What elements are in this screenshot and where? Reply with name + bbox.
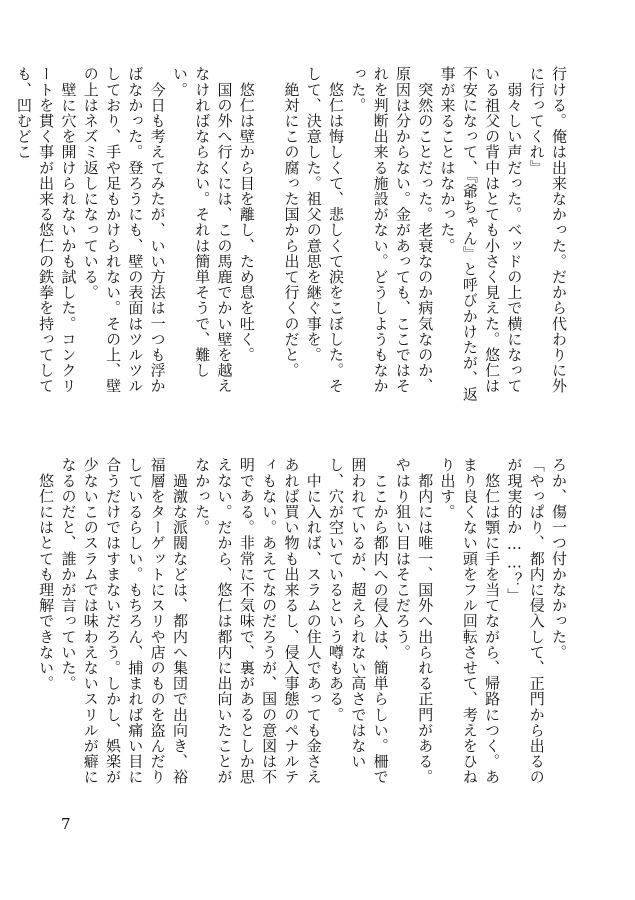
paragraph: 壁に穴を開けられないかも試した。コンクリートを貫く事が出来る悠仁の鉄拳を持ってしても、凹むどこ bbox=[14, 66, 78, 394]
paragraph: 国の外へ行くには、この馬鹿でかい壁を越えなければならない。それは簡単そうで、難しい。 bbox=[170, 66, 234, 394]
text-block-top bbox=[14, 66, 570, 402]
paragraph: 悠仁は壁から目を離し、ため息を吐く。 bbox=[237, 66, 256, 363]
paragraph: 弱々しい声だった。ベッドの上で横になっている祖父の背中はとても小さく見えた。悠仁は不安になって、『爺ちゃん』と呼びかけたが、返事が来ることはなかった。 bbox=[438, 66, 524, 402]
paragraph: 都内には唯一、国外へ出られる正門がある。やはり狙い目はそこだろう。 bbox=[393, 457, 435, 785]
paragraph: 過激な派閥などは、都内へ集団で出向き、裕福層をターゲットにスリや店のものを盗んだりしているらしい。もちろん、捕まれば痛い目に合うだけではすまないだろう。しかし、娯楽が少ないこのスラムでは味わえないスリルが癖になるのだと、誰かが言っていた。 bbox=[59, 457, 189, 785]
paragraph: 突然のことだった。老衰なのか病気なのか、原因は分からない。金があっても、ここではそれを判断出来る施設がない。どうしようもなかった。 bbox=[349, 66, 435, 394]
paragraph-blank bbox=[258, 66, 280, 402]
paragraph: ここから都内への侵入は、簡単らしい。柵で囲われているが、超えられない高さではないし、穴が空いているという噂もある。 bbox=[327, 457, 390, 785]
paragraph: 絶対にこの腐った国から出て行くのだと。 bbox=[282, 66, 301, 378]
paragraph: 「やっぱり、都内に侵入して、正門から出るのが現実的か……？」 bbox=[505, 457, 546, 785]
text-block-bottom bbox=[37, 457, 570, 793]
page-number: 7 bbox=[61, 815, 71, 833]
paragraph: 悠仁は顎に手を当てながら、帰路につく。あまり良くない頭をフル回転させて、考えをひねり出す。 bbox=[438, 457, 502, 785]
paragraph: 行ける。俺は出来なかった。だから代わりに外に行ってくれ』 bbox=[527, 66, 568, 394]
paragraph: 今日も考えてみたが、いい方法は一つも浮かばなかった。登ろうにも、壁の表面はツルツルしており、手や足もかけられない。その上、壁の上はネズミ返しになっている。 bbox=[81, 66, 167, 394]
paragraph: 悠仁は悔しくて、悲しくて涙をこぼした。そして、決意した。祖父の意思を継ぐ事を。 bbox=[304, 66, 346, 394]
paragraph: 悠仁にはとても理解できない。 bbox=[37, 457, 56, 691]
paragraph: ろか、傷一つ付かなかった。 bbox=[550, 457, 568, 660]
paragraph: 中に入れば、スラムの住人であっても金さえあれば買い物も出来るし、侵入事態のペナルティもない。あえてなのだろうが、国の意図は不明である。非常に不気味で、裏があるとしか思えない。だから、悠仁は都内に出向いたことがなかった。 bbox=[193, 457, 323, 785]
